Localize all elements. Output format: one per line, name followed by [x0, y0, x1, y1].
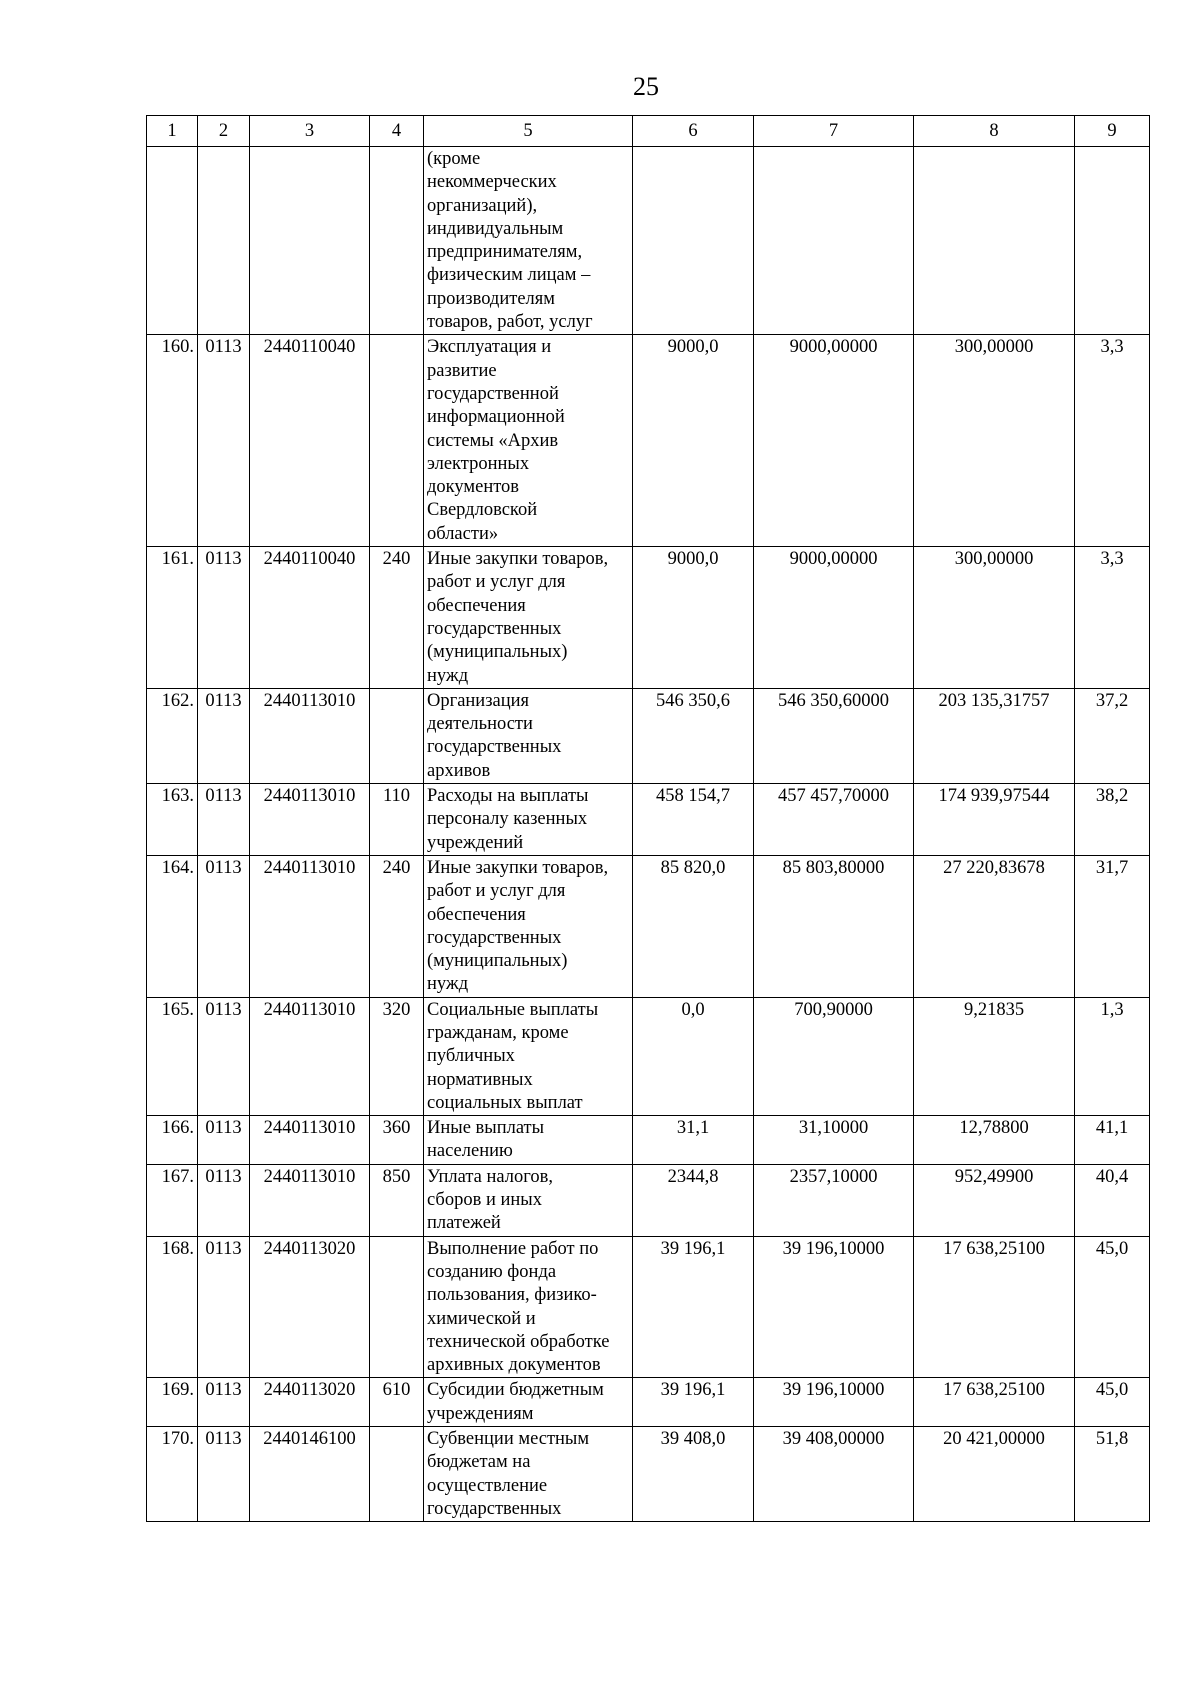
expense-type-code: 320: [370, 997, 424, 1115]
table-row: [147, 1164, 1150, 1236]
section-code: 0113: [198, 855, 250, 997]
section-code: 0113: [198, 1378, 250, 1427]
value-col-9: 3,3: [1075, 547, 1150, 689]
value-col-8: 17 638,25100: [914, 1236, 1075, 1378]
value-col-7: 31,10000: [754, 1116, 914, 1165]
item-name: Организация деятельности государственных архивов: [424, 688, 633, 783]
target-code: 2440146100: [250, 1427, 370, 1522]
header-row: [147, 116, 1150, 147]
col-header-6: 6: [633, 116, 754, 147]
table-row: [147, 784, 1150, 856]
table-row: [147, 1236, 1150, 1378]
item-name: Расходы на выплаты персоналу казенных учреждений: [424, 784, 633, 856]
value-col-8: 20 421,00000: [914, 1427, 1075, 1522]
expense-type-code: [370, 1427, 424, 1522]
expense-type-code: [370, 1236, 424, 1378]
value-col-7: 85 803,80000: [754, 855, 914, 997]
value-col-7: 39 196,10000: [754, 1378, 914, 1427]
expense-type-code: 360: [370, 1116, 424, 1165]
row-number: 161.: [147, 547, 198, 689]
value-col-8: 27 220,83678: [914, 855, 1075, 997]
value-col-8: 12,78800: [914, 1116, 1075, 1165]
value-col-8: 952,49900: [914, 1164, 1075, 1236]
value-col-6: 39 408,0: [633, 1427, 754, 1522]
value-col-8: 174 939,97544: [914, 784, 1075, 856]
item-name: Социальные выплаты гражданам, кроме публичных нормативных социальных выплат: [424, 997, 633, 1115]
target-code: 2440113010: [250, 688, 370, 783]
expense-type-code: 610: [370, 1378, 424, 1427]
value-col-9: 45,0: [1075, 1378, 1150, 1427]
col-header-5: 5: [424, 116, 633, 147]
value-col-9: 40,4: [1075, 1164, 1150, 1236]
target-code: 2440113010: [250, 997, 370, 1115]
expense-type-code: 240: [370, 547, 424, 689]
col-header-1: 1: [147, 116, 198, 147]
value-col-7: [754, 147, 914, 335]
target-code: 2440110040: [250, 335, 370, 547]
expense-type-code: [370, 688, 424, 783]
value-col-6: 9000,0: [633, 335, 754, 547]
value-col-6: 39 196,1: [633, 1236, 754, 1378]
item-name: Уплата налогов, сборов и иных платежей: [424, 1164, 633, 1236]
value-col-8: 203 135,31757: [914, 688, 1075, 783]
value-col-9: 3,3: [1075, 335, 1150, 547]
section-code: 0113: [198, 997, 250, 1115]
value-col-9: [1075, 147, 1150, 335]
section-code: [198, 147, 250, 335]
item-name: Субвенции местным бюджетам на осуществление государственных: [424, 1427, 633, 1522]
row-number: 170.: [147, 1427, 198, 1522]
value-col-8: 17 638,25100: [914, 1378, 1075, 1427]
value-col-9: 45,0: [1075, 1236, 1150, 1378]
value-col-6: 2344,8: [633, 1164, 754, 1236]
row-number: 168.: [147, 1236, 198, 1378]
table-row: [147, 1378, 1150, 1427]
item-name: Иные закупки товаров, работ и услуг для обеспечения государственных (муниципальных) нужд: [424, 855, 633, 997]
value-col-6: 9000,0: [633, 547, 754, 689]
col-header-7: 7: [754, 116, 914, 147]
col-header-4: 4: [370, 116, 424, 147]
value-col-7: 457 457,70000: [754, 784, 914, 856]
section-code: 0113: [198, 547, 250, 689]
value-col-6: 39 196,1: [633, 1378, 754, 1427]
value-col-8: 300,00000: [914, 547, 1075, 689]
section-code: 0113: [198, 784, 250, 856]
target-code: 2440113010: [250, 855, 370, 997]
value-col-7: 9000,00000: [754, 335, 914, 547]
col-header-8: 8: [914, 116, 1075, 147]
value-col-9: 38,2: [1075, 784, 1150, 856]
value-col-8: 300,00000: [914, 335, 1075, 547]
table-row: [147, 335, 1150, 547]
value-col-9: 31,7: [1075, 855, 1150, 997]
item-name: Иные закупки товаров, работ и услуг для обеспечения государственных (муниципальных) нужд: [424, 547, 633, 689]
value-col-6: 85 820,0: [633, 855, 754, 997]
target-code: 2440113020: [250, 1378, 370, 1427]
value-col-9: 41,1: [1075, 1116, 1150, 1165]
value-col-8: [914, 147, 1075, 335]
col-header-9: 9: [1075, 116, 1150, 147]
row-number: 165.: [147, 997, 198, 1115]
expense-type-code: [370, 335, 424, 547]
col-header-3: 3: [250, 116, 370, 147]
target-code: [250, 147, 370, 335]
item-name: Эксплуатация и развитие государственной информационной системы «Архив электронных документов Свердловской области»: [424, 335, 633, 547]
row-number: 160.: [147, 335, 198, 547]
table-row: [147, 997, 1150, 1115]
expense-type-code: [370, 147, 424, 335]
target-code: 2440113010: [250, 784, 370, 856]
table-row: [147, 855, 1150, 997]
table-row: [147, 147, 1150, 335]
col-header-2: 2: [198, 116, 250, 147]
section-code: 0113: [198, 1116, 250, 1165]
value-col-7: 9000,00000: [754, 547, 914, 689]
item-name: (кроме некоммерческих организаций), индивидуальным предпринимателям, физическим лицам – производителям товаров, работ, услуг: [424, 147, 633, 335]
table-row: [147, 547, 1150, 689]
expense-type-code: 240: [370, 855, 424, 997]
section-code: 0113: [198, 335, 250, 547]
section-code: 0113: [198, 1164, 250, 1236]
page-number: 25: [633, 72, 659, 101]
value-col-7: 546 350,60000: [754, 688, 914, 783]
item-name: Выполнение работ по созданию фонда пользования, физико- химической и технической обработке архивных документов: [424, 1236, 633, 1378]
value-col-8: 9,21835: [914, 997, 1075, 1115]
row-number: 167.: [147, 1164, 198, 1236]
value-col-6: 546 350,6: [633, 688, 754, 783]
value-col-6: [633, 147, 754, 335]
table-row: [147, 1427, 1150, 1522]
target-code: 2440113020: [250, 1236, 370, 1378]
item-name: Иные выплаты населению: [424, 1116, 633, 1165]
value-col-7: 700,90000: [754, 997, 914, 1115]
row-number: [147, 147, 198, 335]
expense-type-code: 110: [370, 784, 424, 856]
row-number: 164.: [147, 855, 198, 997]
row-number: 162.: [147, 688, 198, 783]
target-code: 2440110040: [250, 547, 370, 689]
table-row: [147, 688, 1150, 783]
target-code: 2440113010: [250, 1116, 370, 1165]
item-name: Субсидии бюджетным учреждениям: [424, 1378, 633, 1427]
value-col-7: 2357,10000: [754, 1164, 914, 1236]
table-body: [147, 147, 1150, 1522]
value-col-6: 31,1: [633, 1116, 754, 1165]
table-row: [147, 1116, 1150, 1165]
value-col-6: 0,0: [633, 997, 754, 1115]
section-code: 0113: [198, 688, 250, 783]
row-number: 169.: [147, 1378, 198, 1427]
expense-type-code: 850: [370, 1164, 424, 1236]
row-number: 166.: [147, 1116, 198, 1165]
value-col-7: 39 196,10000: [754, 1236, 914, 1378]
section-code: 0113: [198, 1236, 250, 1378]
value-col-7: 39 408,00000: [754, 1427, 914, 1522]
target-code: 2440113010: [250, 1164, 370, 1236]
value-col-9: 37,2: [1075, 688, 1150, 783]
row-number: 163.: [147, 784, 198, 856]
value-col-6: 458 154,7: [633, 784, 754, 856]
budget-table: [146, 115, 1150, 1522]
section-code: 0113: [198, 1427, 250, 1522]
value-col-9: 1,3: [1075, 997, 1150, 1115]
value-col-9: 51,8: [1075, 1427, 1150, 1522]
